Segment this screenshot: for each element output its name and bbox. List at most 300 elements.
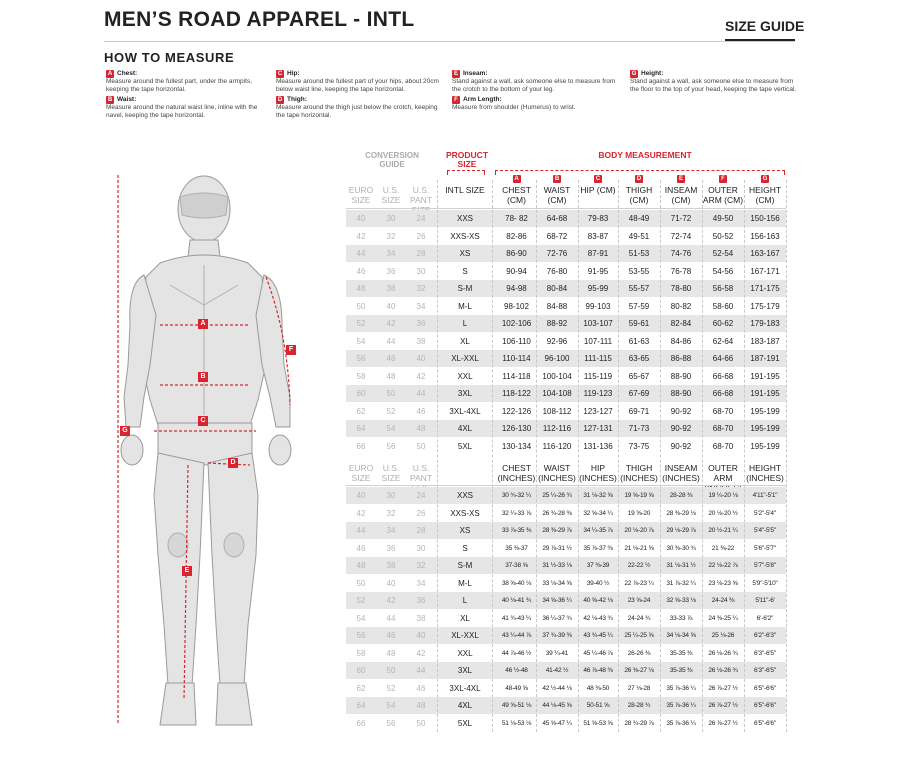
table-cell: 95-99: [587, 284, 609, 293]
table-cell: 59-61: [628, 319, 650, 328]
table-cell: 88-92: [546, 319, 568, 328]
table-cell: 46 ⅞-48 ⅜: [583, 667, 613, 674]
table-cell: 21 ⅛-21 ⅝: [624, 544, 654, 552]
table-cell: 56: [356, 631, 366, 640]
table-row: [346, 298, 786, 315]
table-cell: 119-123: [583, 389, 613, 398]
table-cell: 40 ⅝-42 ⅛: [583, 597, 613, 604]
table-cell: 20 ⅛-20 ⅞: [624, 527, 654, 534]
table-cell: 84-86: [670, 336, 692, 346]
table-cell: 71-72: [670, 214, 692, 223]
table-cell: 40: [386, 578, 396, 588]
table-cell: 5'4"-5'5": [754, 527, 776, 534]
table-cell: 26-26 ⅜: [627, 649, 651, 657]
table-cell: 50: [356, 301, 366, 311]
table-cell: 80-82: [670, 301, 692, 311]
table-cell: L: [462, 319, 468, 328]
table-cell: 94-98: [506, 284, 527, 293]
table-cell: 56: [386, 441, 396, 451]
table-cell: 171-175: [750, 284, 780, 293]
table-cell: 112-116: [542, 424, 572, 433]
table-cell: 50: [386, 389, 396, 398]
instruction-label: Chest:: [117, 70, 138, 77]
table-cell: XXS-XS: [450, 231, 480, 241]
table-cell: 26 ⅛-26 ¾: [708, 649, 738, 657]
table-cell: 48-49: [628, 214, 650, 223]
table-cell: 191-195: [750, 389, 780, 398]
table-cell: XL: [460, 613, 470, 623]
table-cell: 44: [416, 389, 426, 398]
table-row: [346, 245, 786, 262]
figure-silhouette: [121, 176, 291, 725]
table-cell: 79-83: [587, 214, 609, 223]
table-cell: 36: [416, 319, 426, 328]
table-cell: 43 ¼-44 ⅞: [501, 632, 532, 639]
instruction-label: Hip:: [287, 70, 300, 77]
table-cell: 38: [386, 561, 396, 570]
table-row: [346, 333, 786, 350]
table-cell: 110-114: [502, 354, 531, 363]
table-cell: 49-50: [712, 214, 734, 223]
table-cell: 66-68: [712, 389, 734, 398]
table-cell: 48: [356, 561, 366, 570]
table-cell: 24: [416, 214, 426, 223]
table-cell: 61-63: [628, 336, 650, 346]
table-cell: 34: [386, 249, 396, 258]
table-cell: 68-70: [712, 406, 734, 416]
header-rule: [346, 208, 786, 209]
table-cell: 50-52: [712, 231, 734, 241]
table-cell: 51 ⅝-53 ⅝: [583, 719, 613, 727]
table-cell: 52: [386, 406, 396, 416]
table-cell: S-M: [457, 284, 473, 293]
table-cell: 54: [386, 701, 396, 710]
cm-measure-header: HEIGHT (CM): [748, 185, 782, 205]
table-cell: 100-104: [542, 371, 572, 381]
figure-marker-g: G: [120, 426, 130, 436]
table-cell: 52: [386, 683, 396, 693]
instruction-label: Thigh:: [287, 96, 307, 103]
table-cell: 29 ⅞-31 ½: [542, 544, 572, 552]
table-cell: 48: [386, 371, 396, 381]
table-cell: 54: [356, 336, 366, 346]
table-cell: 65-67: [628, 371, 650, 381]
table-cell: 6'5"-6'6": [754, 702, 776, 709]
table-cell: 19 ⅝-20: [627, 509, 651, 517]
table-cell: 52: [356, 319, 366, 328]
cm-measure-header: CHEST (CM): [502, 185, 531, 205]
table-cell: 21 ⅜-22: [711, 544, 735, 552]
table-cell: 130-134: [501, 441, 532, 451]
instruction-text: Measure from shoulder (Humerus) to wrist.: [452, 104, 576, 111]
instruction-arm-length: [452, 96, 622, 112]
table-cell: XS: [459, 249, 471, 258]
table-cell: 50-51 ⅝: [586, 702, 610, 709]
table-row: [346, 280, 786, 297]
badge-g: G: [631, 71, 637, 77]
table-cell: 37-38 ⅝: [505, 562, 528, 569]
table-row: [346, 557, 786, 574]
table-cell: 43 ¾-45 ¼: [583, 632, 613, 639]
intl-size-header: INTL SIZE: [445, 185, 485, 195]
table-cell: M-L: [458, 578, 472, 588]
table-cell: 42: [356, 231, 366, 241]
how-to-measure-heading: HOW TO MEASURE: [104, 50, 235, 65]
instruction-text: Measure around the natural waist line, inline with the navel, keeping the tape horizontal.: [106, 104, 258, 119]
table-cell: 26: [416, 508, 426, 518]
table-row: [346, 592, 786, 609]
table-cell: 56: [356, 354, 366, 363]
table-row: [346, 385, 786, 402]
table-cell: 90-92: [670, 406, 692, 416]
table-cell: 187-191: [750, 354, 780, 363]
table-cell: 35 ⅞-36 ¼: [666, 702, 696, 709]
table-cell: 60: [356, 389, 366, 398]
table-cell: 35-35 ⅜: [669, 667, 693, 674]
table-cell: 20 ½-21 ¼: [708, 527, 738, 534]
table-cell: 25 ¼-25 ⅝: [624, 632, 654, 639]
cm-measure-header: OUTER ARM (CM): [702, 185, 744, 205]
inch-conv-header: EURO SIZE: [348, 463, 374, 483]
cm-measure-header: THIGH (CM): [625, 185, 653, 205]
table-cell: 6'5"-6'6": [754, 684, 776, 692]
table-cell: 48: [416, 701, 426, 710]
cm-conv-header: U.S. PANT: [409, 185, 433, 205]
instruction-text: Measure around the thigh just below the crotch, keeping the tape horizontal.: [276, 104, 438, 119]
instruction-thigh: [276, 96, 441, 120]
table-cell: 19 ¼-20 ⅛: [708, 492, 738, 499]
table-cell: 76-80: [546, 266, 568, 276]
table-cell: 33 ⅞-35 ⅜: [501, 527, 532, 534]
column-badge-e: E: [678, 176, 683, 182]
table-cell: 123-127: [583, 406, 613, 416]
table-cell: 131-136: [583, 441, 613, 451]
table-cell: 28: [416, 249, 426, 258]
table-cell: M-L: [458, 301, 472, 311]
table-cell: 78-80: [670, 284, 692, 293]
table-cell: 5'2"-5'4": [754, 509, 776, 517]
table-cell: 24 ⅜-25 ¼: [708, 614, 738, 622]
table-cell: 63-65: [628, 354, 650, 363]
table-cell: 104-108: [542, 389, 572, 398]
table-cell: 5'6"-5'7": [754, 544, 776, 552]
table-cell: 32: [386, 231, 396, 241]
table-cell: 26 ⅛-26 ¾: [708, 667, 738, 674]
table-cell: 50: [356, 578, 366, 588]
inch-measure-header: OUTER ARM: [708, 463, 738, 483]
table-cell: 35 ⅞-37 ⅜: [583, 544, 613, 552]
conversion-guide-header: CONVERSION GUIDE: [365, 151, 419, 169]
table-cell: L: [462, 596, 468, 605]
table-row: [346, 403, 786, 420]
table-cell: 25 ⅛-26: [711, 632, 735, 639]
table-cell: 44: [356, 526, 366, 535]
table-cell: S: [462, 266, 468, 276]
size-guide-label: SIZE GUIDE: [725, 18, 805, 34]
table-row: [346, 662, 786, 679]
table-cell: 34: [386, 526, 396, 535]
table-cell: 66: [356, 718, 366, 728]
table-cell: 96-100: [544, 354, 570, 363]
table-cell: 46: [386, 631, 396, 640]
table-row: [346, 487, 786, 504]
table-cell: 37 ⅜-39: [586, 562, 610, 569]
table-cell: 34: [416, 301, 426, 311]
table-cell: 36: [386, 266, 396, 276]
inch-measure-header: WAIST (INCHES): [538, 463, 576, 483]
table-row: [346, 315, 786, 332]
table-cell: 45 ¼-46 ⅞: [583, 649, 613, 657]
instruction-label: Height:: [641, 70, 664, 77]
table-cell: 62-64: [712, 336, 734, 346]
cm-measure-header: HIP (CM): [580, 185, 616, 195]
table-cell: 92-96: [546, 336, 568, 346]
inch-measure-header: INSEAM (INCHES): [662, 463, 700, 483]
product-size-header: PRODUCT SIZE: [445, 150, 489, 169]
table-cell: 5'7"-5'8": [754, 562, 776, 569]
table-cell: 39-40 ½: [586, 579, 610, 587]
product-bracket: [447, 170, 485, 175]
table-cell: 68-70: [712, 424, 734, 433]
table-cell: 40: [416, 354, 426, 363]
column-divider: [492, 180, 493, 732]
badge-f: F: [452, 96, 460, 104]
table-cell: 26 ⅞-27 ½: [708, 702, 738, 709]
table-cell: 60-62: [712, 319, 734, 328]
table-cell: 34 ⅛-34 ⅝: [666, 632, 696, 639]
table-cell: 40 ⅛-41 ¾: [501, 597, 532, 604]
table-cell: 31 ⅛-32 ⅝: [583, 492, 613, 499]
table-cell: 30: [416, 266, 426, 276]
table-cell: 38: [386, 284, 396, 293]
table-cell: 88-90: [670, 371, 692, 381]
badge-a: A: [107, 71, 113, 77]
table-cell: 38 ⅝-40 ⅛: [501, 579, 532, 587]
figure-marker-b: B: [198, 372, 208, 382]
table-cell: 6'3"-6'5": [754, 649, 776, 657]
table-cell: S: [462, 543, 468, 553]
column-badge-g: G: [762, 176, 768, 182]
table-cell: 30: [386, 491, 396, 500]
table-cell: 74-76: [670, 249, 692, 258]
table-cell: 86-88: [670, 354, 692, 363]
table-cell: 33-33 ⅞: [669, 614, 693, 622]
table-cell: 33 ⅛-34 ⅝: [542, 579, 572, 587]
table-cell: 40: [416, 631, 426, 640]
table-cell: XL-XXL: [451, 631, 479, 640]
instruction-label: Inseam:: [463, 70, 488, 77]
table-cell: 54-56: [712, 266, 734, 276]
instruction-label: Waist:: [117, 96, 137, 103]
table-row: [346, 575, 786, 592]
table-cell: 20 ⅛-20 ½: [708, 509, 738, 517]
instruction-text: Measure around the fullest part of your hips, about 20cm below waist line, keeping the tape horizontal.: [276, 78, 439, 93]
table-cell: 62: [356, 683, 366, 693]
table-row: [346, 540, 786, 557]
table-row: [346, 627, 786, 644]
table-cell: XL: [460, 336, 470, 346]
column-badge-d: D: [636, 176, 642, 182]
body-measurement-header: BODY MEASUREMENT: [598, 150, 692, 160]
table-cell: 28 ⅜-29 ⅛: [666, 509, 696, 517]
table-cell: 42: [356, 508, 366, 518]
table-cell: 60: [356, 666, 366, 675]
table-row: [346, 645, 786, 662]
instruction-chest: [106, 70, 271, 94]
table-cell: 26 ⅜-27 ⅛: [624, 667, 654, 674]
table-cell: 38: [416, 613, 426, 623]
table-cell: 46 ½-48: [505, 667, 528, 674]
table-row: [346, 522, 786, 539]
table-cell: 44: [356, 249, 366, 258]
table-cell: 111-115: [584, 354, 612, 363]
table-cell: 64: [356, 424, 366, 433]
cm-measure-header: INSEAM (CM): [664, 185, 698, 205]
table-cell: 64: [356, 701, 366, 710]
table-cell: 156-163: [750, 231, 780, 241]
table-cell: 46: [416, 683, 426, 693]
table-cell: 51 ⅛-53 ⅛: [501, 719, 532, 727]
table-cell: 49-51: [628, 231, 650, 241]
table-cell: 126-130: [501, 424, 532, 433]
table-cell: 118-122: [502, 389, 531, 398]
column-divider: [744, 180, 745, 732]
table-cell: 31 ⅞-32 ¼: [666, 579, 696, 587]
table-cell: 195-199: [750, 424, 780, 433]
table-cell: 115-119: [583, 371, 613, 381]
table-cell: 44 ⅛-45 ⅝: [542, 702, 572, 709]
table-cell: 195-199: [750, 441, 780, 451]
column-divider: [786, 180, 787, 732]
table-row: [346, 350, 786, 367]
table-cell: 42 ½-44 ⅛: [542, 684, 572, 692]
table-cell: 44: [386, 613, 396, 623]
table-cell: 67-69: [628, 389, 650, 398]
table-cell: 62: [356, 406, 366, 416]
table-cell: 30: [416, 543, 426, 553]
figure-marker-a: A: [198, 319, 208, 329]
table-cell: 64-66: [712, 354, 734, 363]
table-cell: 58: [356, 371, 366, 381]
table-cell: 23 ⅝-24: [627, 597, 651, 604]
table-cell: 50: [416, 441, 426, 451]
table-cell: 83-87: [587, 231, 609, 241]
column-divider: [536, 180, 537, 732]
table-row: [346, 697, 786, 714]
table-cell: 56: [386, 718, 396, 728]
table-cell: 46: [386, 354, 396, 363]
table-cell: 4XL: [457, 424, 473, 433]
table-cell: 6'-6'2": [756, 614, 774, 622]
table-row: [346, 505, 786, 522]
instruction-text: Stand against a wall, ask someone else to measure from the crotch to the bottom of your leg.: [452, 78, 616, 93]
table-cell: 44: [386, 336, 396, 346]
table-cell: 179-183: [750, 319, 780, 328]
table-cell: 23 ⅛-23 ⅝: [708, 579, 738, 587]
table-cell: 25 ¼-26 ¾: [542, 492, 572, 499]
table-cell: 42: [416, 648, 426, 658]
table-cell: 28 ⅜-29 ⅞: [542, 527, 572, 534]
table-cell: 37 ¾-39 ⅜: [542, 632, 572, 639]
table-cell: 36: [416, 596, 426, 605]
table-cell: 6'5"-6'6": [754, 719, 776, 727]
table-cell: 57-59: [628, 301, 650, 311]
inch-measure-header: HEIGHT (INCHES): [746, 463, 784, 483]
table-cell: 30: [386, 214, 396, 223]
table-cell: 127-131: [583, 424, 613, 433]
table-cell: 98-102: [504, 301, 529, 311]
table-cell: 5XL: [457, 718, 473, 728]
instruction-text: Measure around the fullest part, under the armpits, keeping the tape horizontal.: [106, 78, 252, 93]
badge-b: B: [107, 97, 113, 103]
table-cell: 40: [356, 491, 366, 500]
table-cell: 87-91: [587, 249, 609, 258]
table-cell: 108-112: [542, 406, 572, 416]
table-cell: 103-107: [583, 319, 613, 328]
table-cell: XL-XXL: [451, 354, 479, 363]
instruction-hip: [276, 70, 441, 94]
column-badge-a: A: [514, 176, 519, 182]
table-cell: S-M: [457, 561, 473, 570]
table-cell: 52-54: [712, 249, 734, 258]
badge-d: D: [277, 97, 283, 103]
table-cell: 42: [386, 319, 396, 328]
table-cell: 26 ⅞-27 ½: [708, 719, 738, 727]
table-cell: 5XL: [457, 441, 473, 451]
column-badge-f: F: [719, 175, 727, 183]
table-cell: 66-68: [712, 371, 734, 381]
table-cell: 24: [416, 491, 426, 500]
table-row: [346, 228, 786, 245]
table-cell: 191-195: [750, 371, 780, 381]
table-cell: 27 ⅛-28: [627, 684, 651, 692]
table-cell: 36: [386, 543, 396, 553]
table-cell: 5'11"-6': [755, 597, 775, 604]
cm-conv-header: EURO SIZE: [348, 185, 374, 205]
table-cell: 48: [386, 648, 396, 658]
table-cell: 122-126: [501, 406, 532, 416]
table-cell: 90-92: [670, 424, 692, 433]
table-cell: 42: [416, 371, 426, 381]
table-cell: XXS: [456, 491, 473, 500]
table-cell: 78- 82: [505, 214, 528, 223]
table-row: [346, 210, 786, 227]
instruction-waist: [106, 96, 271, 120]
table-cell: XXS-XS: [450, 508, 480, 518]
table-cell: 106-110: [502, 336, 531, 346]
table-cell: 5'9"-5'10": [752, 579, 778, 587]
table-cell: 26 ¾-28 ⅜: [542, 509, 572, 517]
table-cell: 6'3"-6'5": [754, 667, 776, 674]
table-cell: 48: [356, 284, 366, 293]
figure-marker-f: F: [286, 345, 296, 355]
table-cell: 53-55: [628, 266, 650, 276]
table-cell: 32 ¼-33 ⅞: [501, 509, 532, 517]
table-cell: 48-49 ⅝: [505, 684, 528, 692]
table-cell: 50: [386, 666, 396, 675]
instruction-inseam: [452, 70, 622, 94]
table-cell: 29 ⅛-29 ⅞: [666, 527, 696, 534]
table-cell: 48: [416, 424, 426, 433]
table-row: [346, 420, 786, 437]
table-cell: 26 ⅞-27 ½: [708, 684, 738, 692]
table-cell: 22-22 ½: [627, 562, 651, 569]
table-cell: 32: [386, 508, 396, 518]
table-cell: 32: [416, 561, 426, 570]
table-cell: 73-75: [628, 441, 650, 451]
column-divider: [660, 180, 661, 732]
table-cell: 49 ⅝-51 ⅛: [501, 702, 532, 709]
